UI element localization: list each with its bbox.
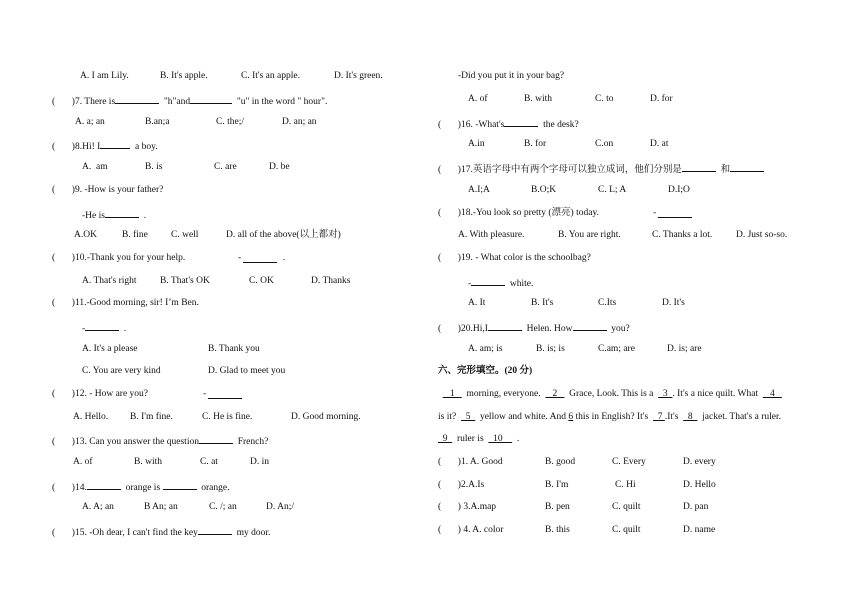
text-segment: D. An;/ [266,502,294,512]
left-col-line-5 [52,184,163,196]
left-col-line-10 [52,297,199,309]
text-segment: C. well [171,230,199,240]
answer-blank[interactable] [85,320,119,331]
text-segment: ( )13. Can you answer the question [52,437,199,447]
text-segment: this in English? It's [573,412,653,422]
right-col-line-1 [468,93,673,105]
right-col-line-11 [438,320,630,335]
text-segment: A. am [82,162,108,172]
text-segment: C. are [214,162,237,172]
text-segment: B. You are right. [558,230,621,240]
text-segment: B. for [524,139,547,149]
text-segment: ( )9. -How is your father? [52,185,164,195]
text-segment: C. quilt [612,525,641,535]
text-segment: C.am; are [598,344,635,354]
answer-blank[interactable] [730,161,764,172]
text-segment: morning, everyone. [461,389,546,399]
text-segment: A. I am Lily. [80,71,129,81]
answer-blank[interactable] [87,479,121,490]
text-segment: - [468,279,472,289]
text-segment: C. Hi [615,480,636,490]
left-col-line-7 [74,229,341,241]
right-col-line-14 [438,388,782,400]
text-segment: A.OK [74,230,97,240]
text-segment: D. Good morning. [291,412,361,422]
text-segment: C. at [200,457,218,467]
cloze-blank-number: 5 [460,412,476,422]
text-segment: ( )20.Hi,I [438,324,488,334]
text-segment: ( )1. A. Good [438,457,503,467]
text-segment: D. in [250,457,269,467]
left-col-line-12 [82,343,260,355]
right-col-line-8 [438,252,591,264]
text-segment: C. quilt [612,502,641,512]
cloze-blank-number: 3 [658,389,673,399]
right-col-line-2 [438,116,579,131]
cloze-blank-number: 1 [442,389,462,399]
text-segment: ( )17.英语字母中有两个字母可以独立成词，他们分别是 [438,165,682,175]
left-col-line-2 [75,116,317,128]
right-col-line-6 [438,207,657,219]
text-segment: . [512,434,520,444]
right-col-line-13 [438,365,532,377]
text-segment: ( )19. - What color is the schoolbag? [438,253,591,263]
text-segment: D. It's green. [334,71,383,81]
text-segment: B. That's OK [160,276,210,286]
left-col-line-19 [82,501,294,513]
text-segment: - [238,253,242,263]
right-col-line-20 [438,524,716,536]
text-segment: D. is; are [667,344,702,354]
text-segment: C. You are very kind [82,366,161,376]
answer-blank[interactable] [243,252,277,263]
text-segment: "u" in the word " hour". [232,97,328,107]
text-segment: . [138,211,147,221]
text-segment: C. It's an apple. [241,71,300,81]
left-col-line-18 [52,479,230,494]
answer-blank[interactable] [504,116,538,127]
left-col-line-3 [52,138,158,153]
text-segment: B. good [545,457,576,467]
text-segment: D. Hello [683,480,716,490]
text-segment: is it? [438,412,461,422]
answer-blank[interactable] [208,388,242,399]
text-segment: B.an;a [145,117,170,127]
text-segment: B. pen [545,502,570,512]
right-col-line-4 [438,161,764,176]
text-segment: ( )7. There is [52,97,116,107]
cloze-blank-number: 7 [652,412,665,422]
text-segment: C. He is fine. [202,412,253,422]
answer-blank[interactable] [199,433,233,444]
text-segment: D. name [683,525,716,535]
left-col-line-17 [73,456,269,468]
text-segment: B. Thank you [208,344,260,354]
text-segment: A.I;A [468,185,490,195]
text-segment: C. OK [249,276,274,286]
answer-blank[interactable] [115,93,159,104]
left-col-line-13 [82,365,286,377]
text-segment: B. I'm [545,480,569,490]
right-col-line-0 [458,70,564,82]
text-segment: D. Just so-so. [736,230,788,240]
text-segment: D. at [650,139,669,149]
text-segment: my door. [231,528,271,538]
text-segment: - [82,324,86,334]
text-segment: Helen. How [521,324,573,334]
text-segment: ( )10.-Thank you for your help. [52,253,186,263]
text-segment: B An; an [144,502,178,512]
cloze-blank-number: 6 [568,412,574,422]
text-segment: ( )11.-Good morning, sir! I’m Ben. [52,298,199,308]
text-segment: A.in [468,139,485,149]
text-segment: D.I;O [668,185,690,195]
left-col-line-15 [73,411,361,423]
left-col-line-1 [52,93,327,108]
cloze-blank-number: 2 [545,389,565,399]
cloze-blank-number: 8 [683,412,698,422]
right-col-line-5 [468,184,690,196]
right-col-line-17 [438,456,716,468]
text-segment: A. am; is [468,344,503,354]
answer-blank[interactable] [100,138,130,149]
right-col-line-9 [468,275,533,290]
text-segment: jacket. That's a ruler. [697,412,781,422]
text-segment: A. With pleasure. [458,230,525,240]
text-segment: ( )18.-You look so pretty (漂亮) today. [438,208,599,218]
text-segment: B. I'm fine. [130,412,173,422]
answer-blank[interactable] [573,320,607,331]
text-segment: C. the;/ [216,117,244,127]
text-segment: D. pan [683,502,709,512]
answer-blank[interactable] [488,320,522,331]
text-segment: C. L; A [598,185,627,195]
text-segment: you? [606,324,630,334]
text-segment: A. Hello. [73,412,109,422]
text-segment: ( )8.Hi! I [52,142,101,152]
text-segment: . [278,253,286,263]
text-segment: C. /; an [209,502,237,512]
text-segment: C. to [595,94,614,104]
text-segment: A. of [73,457,93,467]
text-segment: ( ) 4. A. color [438,525,504,535]
text-segment: French? [232,437,269,447]
text-segment: the desk? [538,120,579,130]
text-segment: D. every [683,457,716,467]
text-segment: C.on [595,139,614,149]
text-segment: A. It [468,298,486,308]
text-segment: B. fine [122,230,148,240]
text-segment: B.O;K [531,185,557,195]
text-segment: ruler is [452,434,489,444]
text-segment: . It's a nice quilt. What [672,389,763,399]
text-segment: D. be [269,162,290,172]
left-col-line-0 [80,70,383,82]
text-segment: A. That's right [82,276,137,286]
text-segment: orange. [196,483,230,493]
text-segment: D. for [650,94,673,104]
right-col-line-12 [468,343,702,355]
left-col-line-16 [52,433,268,448]
answer-blank[interactable] [163,479,197,490]
answer-blank[interactable] [105,207,139,218]
left-col-line-8 [52,252,286,264]
left-col-line-11 [82,320,126,335]
text-segment: - [653,208,657,218]
left-col-line-6 [82,207,146,222]
text-segment: B. It's [531,298,554,308]
text-segment: . [119,324,127,334]
text-segment: D. It's [662,298,685,308]
text-segment: C.Its [598,298,617,308]
text-segment: -Did you put it in your bag? [458,71,565,81]
left-col-line-4 [82,161,290,173]
answer-blank[interactable] [471,275,505,286]
text-segment: a boy. [130,142,158,152]
text-segment: "h"and [159,97,191,107]
text-segment: C. Thanks a lot. [652,230,713,240]
text-segment: ( )12. - How are you? [52,389,149,399]
text-segment: orange is [120,483,163,493]
text-segment: yellow and white. And [475,412,569,422]
text-segment: B. this [545,525,570,535]
text-segment: B. It's apple. [160,71,208,81]
right-col-line-16 [438,433,519,445]
right-col-line-19 [438,501,709,513]
text-segment: -He is [82,211,105,221]
text-segment: 六、完形填空。(20 分) [438,366,533,376]
text-segment: ( )2.A.Is [438,480,485,490]
text-segment: ( )15. -Oh dear, I can't find the key [52,528,198,538]
left-col-line-14 [52,388,207,400]
text-segment: A. of [468,94,488,104]
text-segment: ( ) 3.A.map [438,502,497,512]
right-col-line-15 [438,411,781,423]
text-segment: ( )16. -What's [438,120,505,130]
text-segment: D. Glad to meet you [208,366,286,376]
text-segment: A. A; an [82,502,114,512]
answer-blank[interactable] [190,93,232,104]
right-col-line-18 [438,479,716,491]
text-segment: B. with [524,94,552,104]
right-col-line-10 [468,297,685,309]
left-col-line-9 [82,275,351,287]
left-col-line-20 [52,524,270,539]
answer-blank[interactable] [682,161,716,172]
text-segment: A. a; an [75,117,105,127]
cloze-blank-number: 10 [488,434,513,444]
text-segment: ( )14. [52,483,87,493]
text-segment: B. is [145,162,163,172]
right-col-line-7 [458,229,788,241]
text-segment: B. with [134,457,162,467]
text-segment: 和 [715,165,731,175]
answer-blank[interactable] [658,207,692,218]
cloze-blank-number: 4 [762,389,782,399]
right-col-line-3 [468,138,669,150]
text-segment: D. all of the above(以上都对) [226,230,341,240]
text-segment: A. It's a please [82,344,138,354]
text-segment: Grace, Look. This is a [564,389,659,399]
answer-blank[interactable] [198,524,232,535]
text-segment: D. an; an [282,117,317,127]
text-segment: C. Every [612,457,646,467]
text-segment: B. is; is [536,344,565,354]
text-segment: .It's [664,412,684,422]
text-segment: D. Thanks [311,276,351,286]
text-segment: white. [505,279,534,289]
cloze-blank-number: 9 [438,434,453,444]
text-segment: - [203,389,207,399]
